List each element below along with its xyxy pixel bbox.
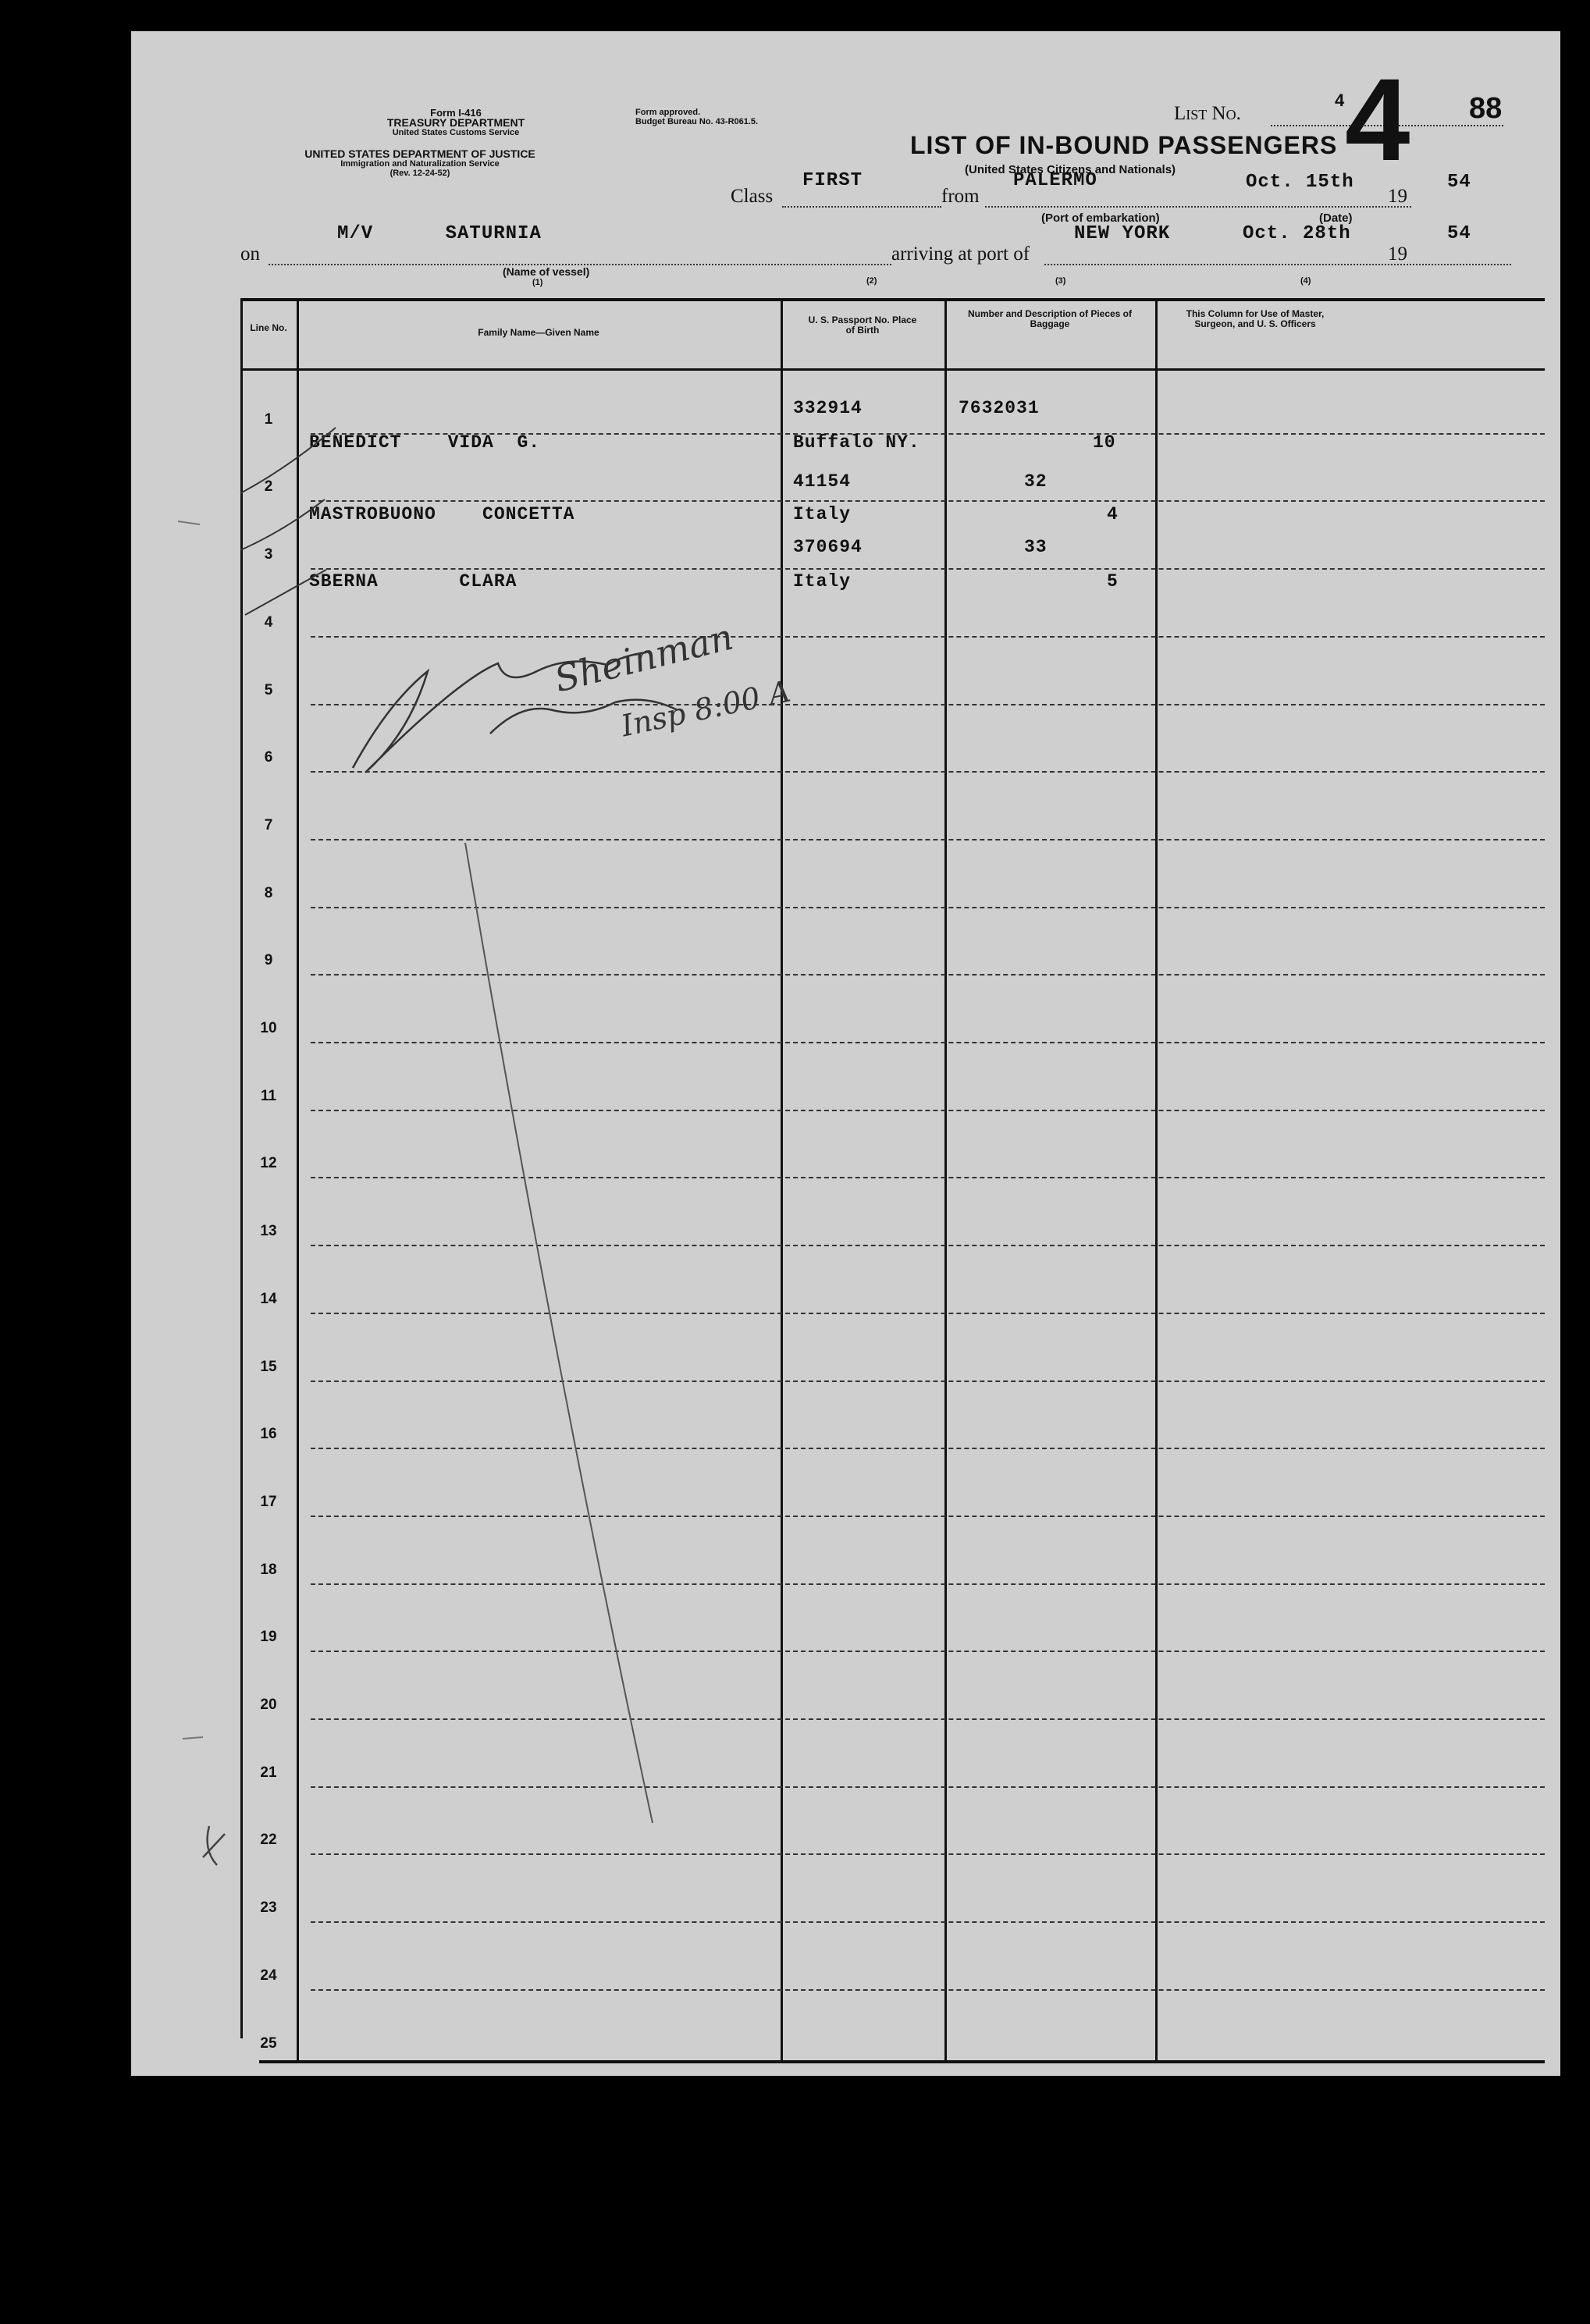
- from-year-prefix: 19: [1388, 186, 1407, 207]
- pencil-stroke: [465, 843, 653, 1823]
- manifest-page: [131, 31, 1560, 2076]
- on-label: on: [240, 243, 260, 265]
- class-value: FIRST: [802, 170, 863, 191]
- col-header-baggage: Number and Description of Pieces of Baggage: [967, 308, 1133, 329]
- passenger-3-name: SBERNA CLARA: [309, 571, 518, 592]
- check-mark: [240, 428, 336, 493]
- line-number: 2: [264, 478, 273, 496]
- class-label: Class: [731, 186, 774, 207]
- passenger-2-pieces: 4: [1107, 504, 1119, 524]
- from-date-value: Oct. 15th: [1246, 172, 1354, 193]
- passenger-1-pieces: 10: [1093, 432, 1116, 453]
- margin-mark: [203, 1826, 225, 1865]
- line-number: 13: [260, 1223, 277, 1240]
- department-of-justice: UNITED STATES DEPARTMENT OF JUSTICE: [304, 147, 535, 160]
- line-number: 23: [260, 1899, 277, 1917]
- line-number: 1: [264, 410, 273, 428]
- line-number: 10: [260, 1020, 277, 1036]
- line-number: 6: [264, 749, 273, 766]
- vessel-caption: (Name of vessel): [503, 265, 590, 278]
- line-number: 14: [260, 1290, 277, 1307]
- line-number: 4: [264, 613, 273, 631]
- passenger-3-pieces: 5: [1107, 571, 1119, 592]
- passenger-2-birthplace: Italy: [793, 504, 852, 524]
- check-mark: [240, 499, 325, 550]
- date-caption: (Date): [1319, 211, 1353, 225]
- line-number: 3: [264, 546, 273, 563]
- line-number: 24: [260, 1967, 277, 1984]
- list-no-label: List No.: [1174, 103, 1241, 124]
- arriving-label: arriving at port of: [891, 243, 1030, 265]
- from-label: from: [941, 186, 980, 207]
- arrival-year-value: 54: [1447, 223, 1471, 244]
- line-number: 15: [260, 1358, 277, 1375]
- line-number: 19: [260, 1629, 277, 1646]
- col-header-name: Family Name—Given Name: [478, 327, 599, 338]
- line-number: 21: [260, 1764, 277, 1781]
- line-number: 11: [260, 1087, 277, 1104]
- passenger-1-birthplace: Buffalo NY.: [793, 432, 920, 453]
- col-header-line-no: Line No.: [250, 322, 287, 333]
- margin-mark: [183, 1737, 203, 1739]
- treasury-department: TREASURY DEPARTMENT: [386, 116, 525, 129]
- caption-3: (3): [1055, 276, 1066, 286]
- passenger-2-baggage-tag: 32: [1024, 471, 1048, 492]
- passenger-2-name: MASTROBUONO CONCETTA: [309, 504, 575, 524]
- line-number: 9: [264, 952, 273, 969]
- passenger-1-passport: 332914: [793, 398, 863, 418]
- check-mark: [245, 570, 326, 615]
- passenger-1-baggage-tag: 7632031: [959, 398, 1040, 418]
- line-number: 5: [264, 681, 273, 698]
- vessel-value: M/V SATURNIA: [337, 223, 542, 244]
- caption-1: (1): [532, 278, 543, 287]
- passenger-3-passport: 370694: [793, 537, 863, 557]
- line-number: 17: [260, 1493, 277, 1510]
- form-number: Form I-416: [430, 107, 482, 119]
- from-year-value: 54: [1447, 172, 1471, 193]
- col-header-officers: This Column for Use of Master, Surgeon, and U. S. Officers: [1186, 308, 1325, 329]
- passenger-3-birthplace: Italy: [793, 571, 852, 592]
- line-number: 20: [260, 1697, 277, 1713]
- list-no-big: 4: [1345, 54, 1410, 185]
- title-subtitle: (United States Citizens and Nationals): [965, 163, 1176, 176]
- list-no-small: 4: [1335, 91, 1345, 110]
- budget-bureau: Budget Bureau No. 43-R061.5.: [635, 117, 759, 126]
- page-title: LIST OF IN-BOUND PASSENGERS: [910, 131, 1338, 159]
- form-approved: Form approved.: [635, 108, 701, 117]
- inspector-note: Insp 8:00 A: [617, 673, 794, 744]
- line-number: 16: [260, 1426, 277, 1443]
- page-number: 88: [1469, 92, 1503, 125]
- caption-4: (4): [1300, 276, 1311, 286]
- margin-mark: [178, 521, 200, 524]
- arrival-port-value: NEW YORK: [1074, 223, 1171, 244]
- passenger-1-name: BENEDICT VIDA G.: [309, 432, 541, 453]
- col-header-passport: U. S. Passport No. Place of Birth: [808, 314, 917, 336]
- from-port-value: PALERMO: [1013, 170, 1097, 191]
- revision-date: (Rev. 12-24-52): [389, 169, 450, 178]
- line-number: 7: [264, 816, 273, 833]
- ins-service: Immigration and Naturalization Service: [340, 159, 500, 169]
- customs-service: United States Customs Service: [392, 128, 520, 137]
- port-embarkation-caption: (Port of embarkation): [1041, 211, 1160, 225]
- passenger-2-passport: 41154: [793, 471, 852, 492]
- line-number: 12: [260, 1155, 277, 1172]
- line-number: 25: [260, 2034, 277, 2052]
- arrival-year-prefix: 19: [1388, 243, 1407, 265]
- line-number: 8: [264, 884, 273, 901]
- arrival-date-value: Oct. 28th: [1243, 223, 1351, 244]
- line-number: 22: [260, 1832, 277, 1849]
- handwriting-overlay: [131, 31, 1560, 2076]
- inspector-signature: Sheinman: [550, 615, 738, 701]
- caption-2: (2): [866, 276, 877, 286]
- line-number: 18: [260, 1561, 277, 1578]
- passenger-3-baggage-tag: 33: [1024, 537, 1048, 557]
